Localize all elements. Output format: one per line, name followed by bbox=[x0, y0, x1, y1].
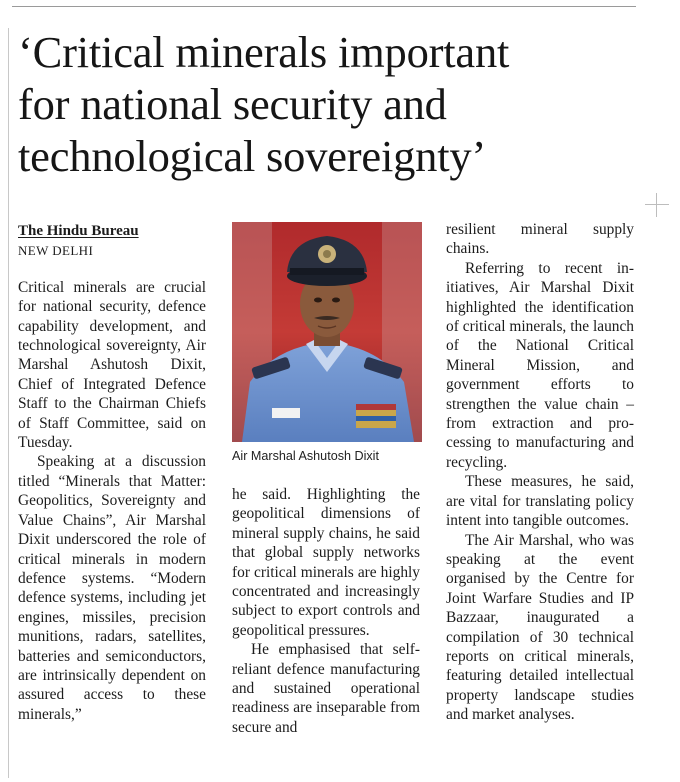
dateline: NEW DELHI bbox=[18, 243, 94, 259]
paragraph: resilient mineral supply chains. bbox=[446, 221, 634, 258]
photo-caption: Air Marshal Ashutosh Dixit bbox=[232, 449, 379, 463]
article-photo bbox=[232, 222, 422, 442]
headline-line-1: ‘Critical minerals important bbox=[18, 27, 510, 77]
paragraph: Referring to recent initiatives, Air Marshal Dixit highlighted the identification of critical minerals, the launch of the National Critical Mineral Mission, and government efforts to strengthen the value chain – from extraction and processing to manufacturing and recycling. bbox=[446, 259, 634, 471]
paragraph: he said. Highlighting the geopolitical dimensions of mineral supply chains, he said that global supply networks for critical minerals are highly concentrated and increasingly subject to export controls and geopolitical pressures. bbox=[232, 486, 420, 639]
headline bbox=[18, 26, 618, 182]
article-column-1 bbox=[18, 222, 206, 724]
crop-mark-icon bbox=[645, 193, 669, 217]
paragraph: He emphasised that self-reliant defence manufacturing and sustained operational readiness are inseparable from secure and bbox=[232, 641, 420, 736]
byline: The Hindu Bureau bbox=[18, 223, 139, 239]
paragraph: These measures, he said, are vital for translating policy intent into tangible outcomes. bbox=[446, 473, 634, 530]
headline-line-3: technological sovereignty’ bbox=[18, 131, 487, 181]
top-rule bbox=[12, 6, 636, 7]
headline-line-2: for national security and bbox=[18, 79, 447, 129]
paragraph: Speaking at a discussion titled “Minerals that Matter: Geopolitics, Sovereignty and Value Chains”, Air Marshal Dixit underscored the role of critical minerals in modern defence systems. “Modern defence systems, including jet engines, missiles, precision munitions, radars, satellites, batteries and semiconductors, are intrinsically dependent on assured access to these minerals,” bbox=[18, 453, 206, 723]
column-rule bbox=[8, 28, 9, 778]
paragraph: Critical minerals are crucial for national security, defence capability development, and technological sovereignty, Air Marshal Ashutosh Dixit, Chief of Integrated Defence Staff to the Chairman Chiefs of Staff Committee, said on Tuesday. bbox=[18, 278, 206, 452]
article-column-2 bbox=[232, 485, 420, 737]
paragraph: The Air Marshal, who was speaking at the event organised by the Centre for Joint Warfare Studies and IP Bazzaar, inaugurated a compilation of 30 technical reports on critical minerals, featuring detailed intellectual property landscape studies and market analyses. bbox=[446, 531, 634, 724]
article-column-3 bbox=[446, 220, 634, 725]
officer-portrait-icon bbox=[232, 222, 422, 442]
